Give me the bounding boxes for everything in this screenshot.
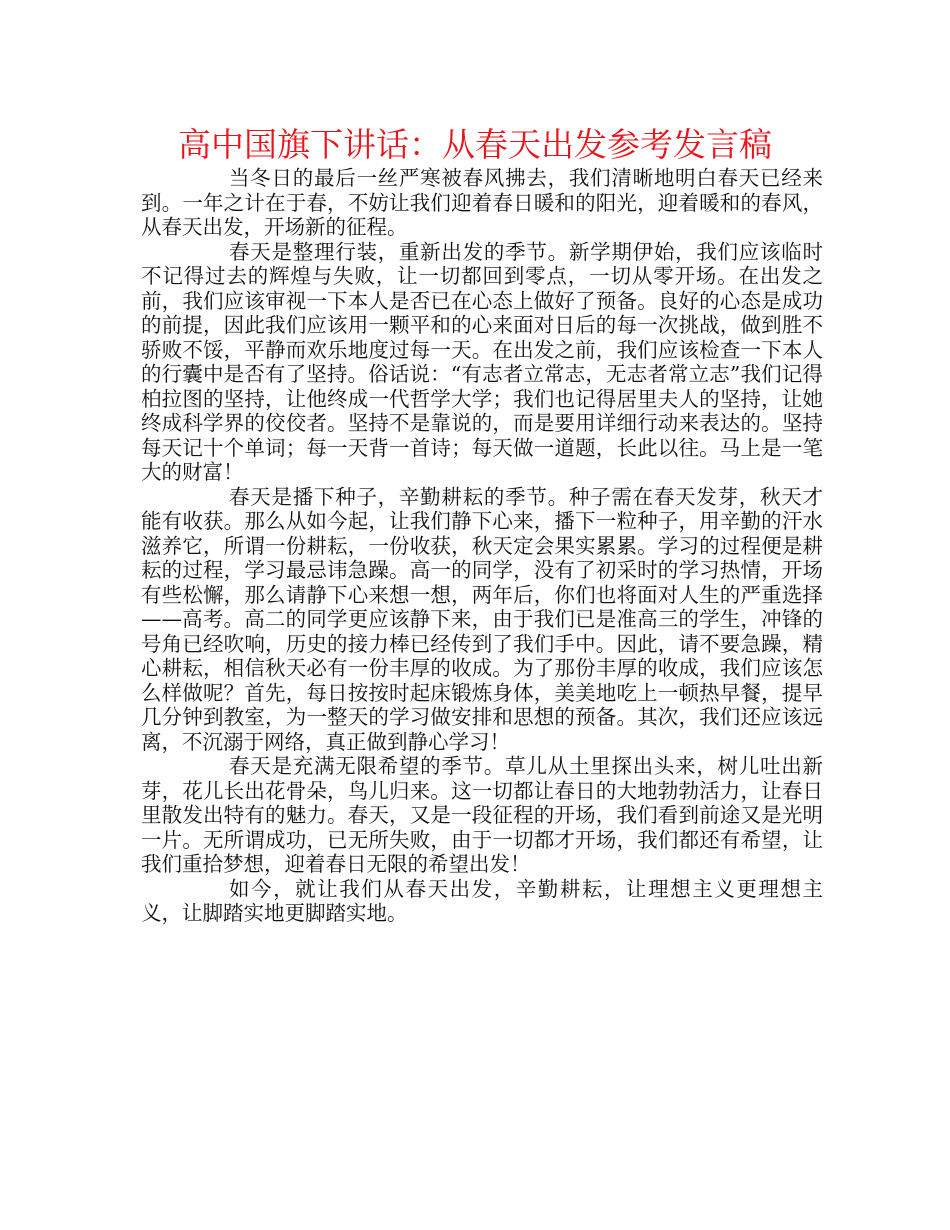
paragraph-1: 当冬日的最后一丝严寒被春风拂去，我们清晰地明白春天已经来到。一年之计在于春，不妨让我们迎着春日暖和的阳光，迎着暖和的春风，从春天出发，开场新的征程。 — [141, 166, 823, 239]
paragraph-3: 春天是播下种子，辛勤耕耘的季节。种子需在春天发芽，秋天才能有收获。那么从如今起，让我们静下心来，播下一粒种子，用辛勤的汗水滋养它，所谓一份耕耘，一份收获，秋天定会果实累累。学习的过程便是耕耘的过程，学习最忌讳急躁。高一的同学，没有了初采时的学习热情，开场有些松懈，那么请静下心来想一想，两年后，你们也将面对人生的严重选择——高考。高二的同学更应该静下来，由于我们已是准高三的学生，冲锋的号角已经吹响，历史的接力棒已经传到了我们手中。因此，请不要急躁，精心耕耘，相信秋天必有一份丰厚的收成。为了那份丰厚的收成，我们应该怎么样做呢？首先，每日按按时起床锻炼身体，美美地吃上一顿热早餐，提早几分钟到教室，为一整天的学习做安排和思想的预备。其次，我们还应该远离，不沉溺于网络，真正做到静心学习！ — [141, 484, 823, 754]
paragraph-4: 春天是充满无限希望的季节。草儿从土里探出头来，树儿吐出新芽，花儿长出花骨朵，鸟儿归来。这一切都让春日的大地勃勃活力，让春日里散发出特有的魅力。春天，又是一段征程的开场，我们看到前途又是光明一片。无所谓成功，已无所失败，由于一切都才开场，我们都还有希望，让我们重拾梦想，迎着春日无限的希望出发！ — [141, 754, 823, 876]
document-body — [141, 166, 823, 926]
paragraph-5: 如今，就让我们从春天出发，辛勤耕耘，让理想主义更理想主义，让脚踏实地更脚踏实地。 — [141, 876, 823, 925]
document-title: 高中国旗下讲话：从春天出发参考发言稿 — [178, 125, 772, 164]
paragraph-2: 春天是整理行装，重新出发的季节。新学期伊始，我们应该临时不记得过去的辉煌与失败，让一切都回到零点，一切从零开场。在出发之前，我们应该审视一下本人是否已在心态上做好了预备。良好的心态是成功的前提，因此我们应该用一颗平和的心来面对日后的每一次挑战，做到胜不骄败不馁，平静而欢乐地度过每一天。在出发之前，我们应该检查一下本人的行囊中是否有了坚持。俗话说：“有志者立常志，无志者常立志”我们记得柏拉图的坚持，让他终成一代哲学大学；我们也记得居里夫人的坚持，让她终成科学界的佼佼者。坚持不是靠说的，而是要用详细行动来表达的。坚持每天记十个单词；每一天背一首诗；每天做一道题，长此以往。马上是一笔大的财富！ — [141, 239, 823, 484]
